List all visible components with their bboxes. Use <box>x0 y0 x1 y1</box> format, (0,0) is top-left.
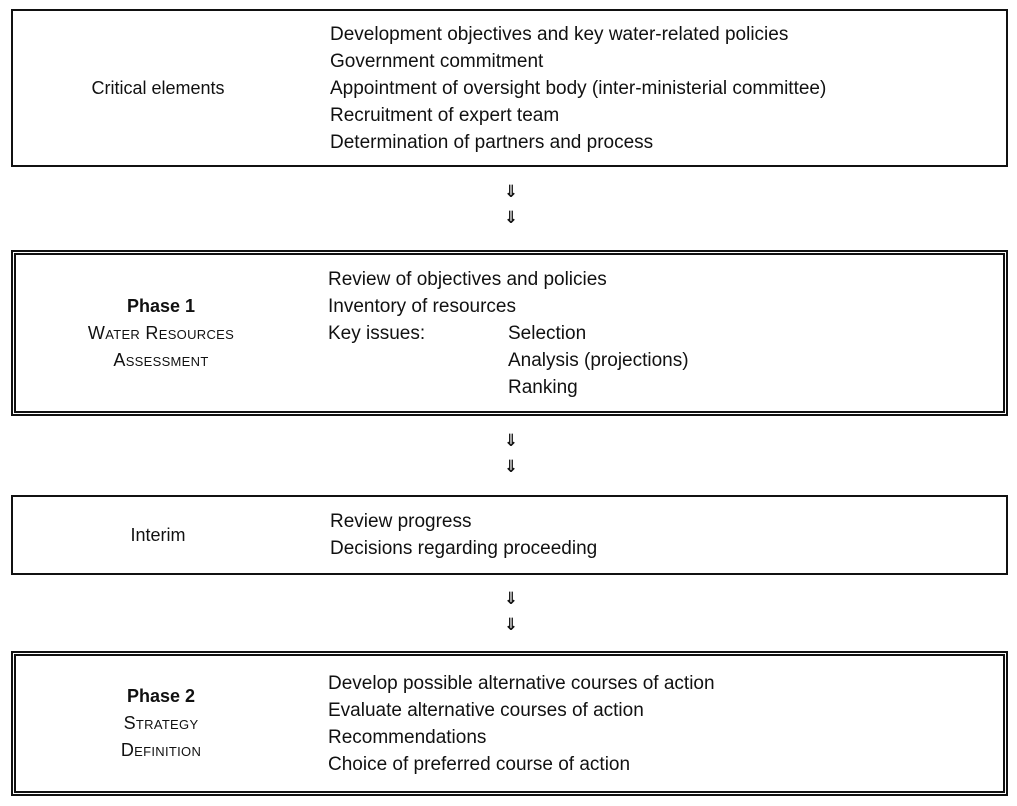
critical-elements-label-cell <box>13 11 303 165</box>
critical-elements-box <box>11 9 1008 167</box>
list-item: Recruitment of expert team <box>330 104 560 126</box>
list-item: Development objectives and key water-related policies <box>330 23 789 45</box>
list-item: Recommendations <box>328 726 487 748</box>
list-item: Develop possible alternative courses of action <box>328 672 715 694</box>
list-item: Review of objectives and policies <box>328 268 607 290</box>
critical-elements-list <box>330 11 998 165</box>
interim-box <box>11 495 1008 575</box>
down-arrow-icon: ⇓ <box>503 182 519 202</box>
key-issue-item: Selection <box>508 322 587 344</box>
phase-1-box <box>11 250 1008 416</box>
key-issues-group <box>328 320 995 401</box>
phase-2-list <box>328 656 995 791</box>
key-issues-label: Key issues: <box>328 322 426 344</box>
connector-arrows-2 <box>503 428 519 480</box>
connector-arrows-3 <box>503 586 519 638</box>
list-item: Review progress <box>330 511 472 532</box>
down-arrow-icon: ⇓ <box>503 589 519 609</box>
key-issue-item: Ranking <box>508 376 578 398</box>
list-item: Appointment of oversight body (inter-ministerial committee) <box>330 77 827 99</box>
interim-list <box>330 497 998 573</box>
key-issues-list <box>508 320 995 401</box>
phase-2-box <box>11 651 1008 796</box>
key-issue-item: Analysis (projections) <box>508 349 689 371</box>
phase-1-name-line-1: Water Resources <box>87 322 235 343</box>
list-item: Choice of preferred course of action <box>328 753 631 775</box>
phase-1-title: Phase 1 <box>126 295 196 316</box>
down-arrow-icon: ⇓ <box>503 615 519 635</box>
list-item: Determination of partners and process <box>330 131 654 153</box>
phase-1-list <box>328 255 995 411</box>
phase-2-name-line-1: Strategy <box>123 713 199 733</box>
interim-label: Interim <box>130 524 186 545</box>
list-item: Evaluate alternative courses of action <box>328 699 644 721</box>
connector-arrows-1 <box>503 179 519 231</box>
phase-1-label-cell <box>16 255 306 411</box>
phase-1-name-line-2: Assessment <box>113 349 209 370</box>
list-item: Inventory of resources <box>328 295 516 317</box>
down-arrow-icon: ⇓ <box>503 208 519 228</box>
phase-2-label-cell <box>16 656 306 791</box>
down-arrow-icon: ⇓ <box>503 431 519 451</box>
list-item: Decisions regarding proceeding <box>330 538 598 559</box>
phase-2-title: Phase 2 <box>126 686 196 706</box>
down-arrow-icon: ⇓ <box>503 457 519 477</box>
critical-elements-label: Critical elements <box>91 77 225 98</box>
phase-2-name-line-2: Definition <box>120 740 202 760</box>
list-item: Government commitment <box>330 50 544 72</box>
interim-label-cell <box>13 497 303 573</box>
